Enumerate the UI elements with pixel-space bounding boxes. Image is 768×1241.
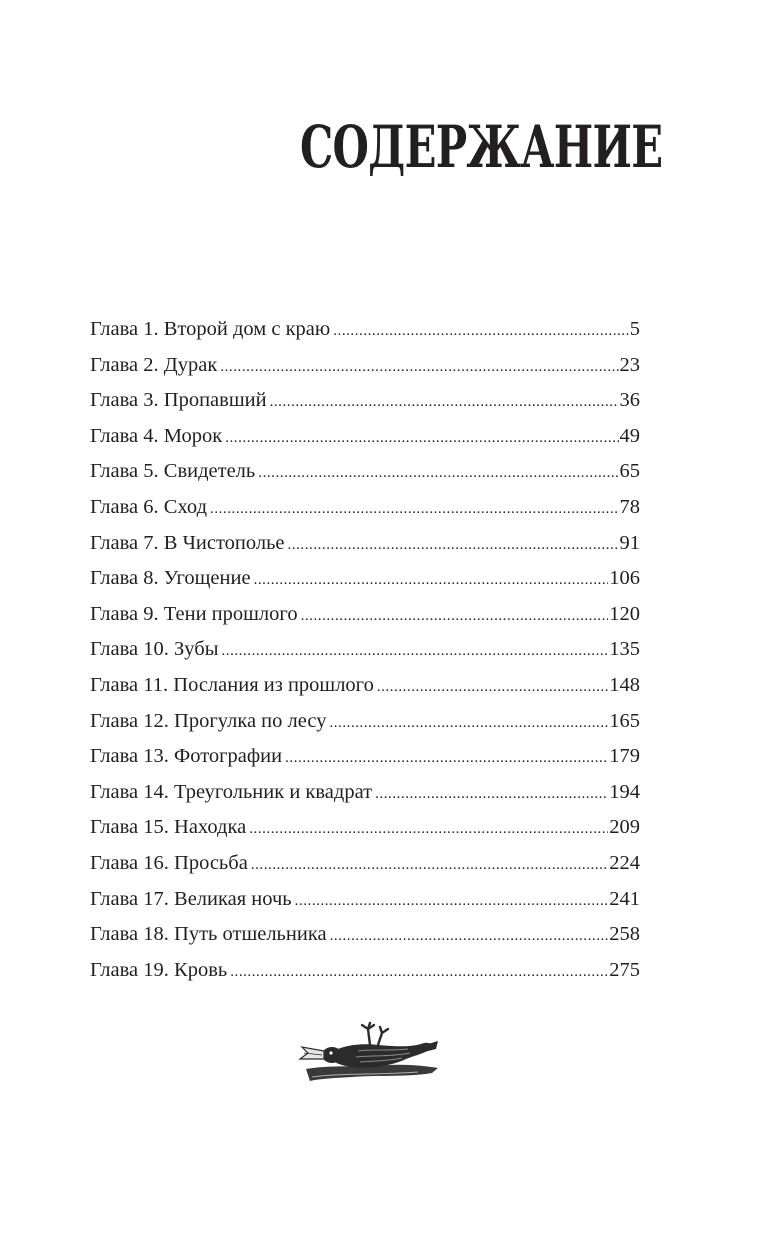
toc-entry-title: Глава 8. Угощение bbox=[90, 567, 251, 590]
toc-entry[interactable] bbox=[90, 457, 640, 493]
toc-entry[interactable] bbox=[90, 849, 640, 885]
toc-entry-title: Глава 11. Послания из прошлого bbox=[90, 673, 374, 696]
toc-entry-title: Глава 4. Морок bbox=[90, 424, 223, 447]
dot-leader bbox=[251, 849, 608, 879]
toc-entry[interactable] bbox=[90, 742, 640, 778]
toc-entry-title: Глава 14. Треугольник и квадрат bbox=[90, 780, 373, 803]
toc-entry-title: Глава 18. Путь отшельника bbox=[90, 923, 327, 946]
toc-entry-title: Глава 15. Находка bbox=[90, 816, 247, 839]
toc-entry-page: 179 bbox=[609, 745, 640, 768]
toc-entry-title: Глава 10. Зубы bbox=[90, 638, 219, 661]
toc-entry-title: Глава 12. Прогулка по лесу bbox=[90, 709, 327, 732]
toc-entry-page: 275 bbox=[609, 958, 640, 981]
toc-entry-page: 241 bbox=[609, 887, 640, 910]
toc-entry-title: Глава 16. Просьба bbox=[90, 851, 248, 874]
toc-entry-page: 78 bbox=[619, 495, 640, 518]
table-of-contents bbox=[90, 315, 640, 991]
toc-entry-title: Глава 2. Дурак bbox=[90, 353, 218, 376]
dot-leader bbox=[333, 315, 629, 345]
toc-entry-title: Глава 6. Сход bbox=[90, 495, 208, 518]
toc-entry-page: 258 bbox=[609, 923, 640, 946]
toc-entry-page: 224 bbox=[609, 851, 640, 874]
dot-leader bbox=[221, 635, 608, 665]
dot-leader bbox=[230, 956, 608, 986]
toc-entry-page: 5 bbox=[629, 318, 640, 340]
dot-leader bbox=[377, 671, 608, 701]
dot-leader bbox=[375, 778, 608, 808]
toc-entry[interactable] bbox=[90, 813, 640, 849]
dot-leader bbox=[301, 600, 609, 630]
toc-entry-title: Глава 1. Второй дом с краю bbox=[90, 318, 331, 340]
toc-entry-page: 135 bbox=[609, 638, 640, 661]
toc-entry[interactable] bbox=[90, 386, 640, 422]
toc-entry[interactable] bbox=[90, 529, 640, 565]
toc-entry[interactable] bbox=[90, 351, 640, 387]
dot-leader bbox=[270, 386, 619, 416]
toc-entry-page: 148 bbox=[609, 673, 640, 696]
toc-entry[interactable] bbox=[90, 956, 640, 992]
toc-entry-title: Глава 9. Тени прошлого bbox=[90, 602, 298, 625]
toc-entry[interactable] bbox=[90, 422, 640, 458]
toc-entry-page: 36 bbox=[619, 389, 640, 412]
toc-entry-title: Глава 5. Свидетель bbox=[90, 460, 256, 483]
toc-entry[interactable] bbox=[90, 635, 640, 671]
dead-crow-icon bbox=[298, 1015, 440, 1091]
dot-leader bbox=[285, 742, 608, 772]
toc-entry-page: 209 bbox=[609, 816, 640, 839]
toc-entry[interactable] bbox=[90, 707, 640, 743]
toc-entry-page: 120 bbox=[609, 602, 640, 625]
toc-entry-title: Глава 7. В Чистополье bbox=[90, 531, 285, 554]
dot-leader bbox=[258, 457, 618, 487]
dot-leader bbox=[288, 529, 619, 559]
toc-entry[interactable] bbox=[90, 315, 640, 351]
toc-entry-page: 49 bbox=[619, 424, 640, 447]
toc-entry[interactable] bbox=[90, 885, 640, 921]
dot-leader bbox=[295, 885, 609, 915]
toc-entry-title: Глава 3. Пропавший bbox=[90, 389, 267, 412]
dot-leader bbox=[329, 707, 608, 737]
dot-leader bbox=[210, 493, 618, 523]
page-title: СОДЕРЖАНИЕ bbox=[300, 113, 663, 181]
toc-entry[interactable] bbox=[90, 493, 640, 529]
toc-entry-page: 106 bbox=[609, 567, 640, 590]
toc-entry[interactable] bbox=[90, 600, 640, 636]
toc-entry[interactable] bbox=[90, 778, 640, 814]
toc-entry-page: 91 bbox=[619, 531, 640, 554]
toc-entry-page: 65 bbox=[619, 460, 640, 483]
toc-entry-page: 194 bbox=[609, 780, 640, 803]
toc-entry-page: 23 bbox=[619, 353, 640, 376]
dot-leader bbox=[249, 813, 608, 843]
dot-leader bbox=[225, 422, 618, 452]
toc-entry-title: Глава 13. Фотографии bbox=[90, 745, 283, 768]
toc-entry-page: 165 bbox=[609, 709, 640, 732]
toc-entry[interactable] bbox=[90, 671, 640, 707]
toc-entry-title: Глава 17. Великая ночь bbox=[90, 887, 292, 910]
dot-leader bbox=[254, 564, 609, 594]
toc-entry-title: Глава 19. Кровь bbox=[90, 958, 228, 981]
toc-entry[interactable] bbox=[90, 564, 640, 600]
dot-leader bbox=[330, 920, 609, 950]
dot-leader bbox=[220, 351, 618, 381]
toc-entry[interactable] bbox=[90, 920, 640, 956]
